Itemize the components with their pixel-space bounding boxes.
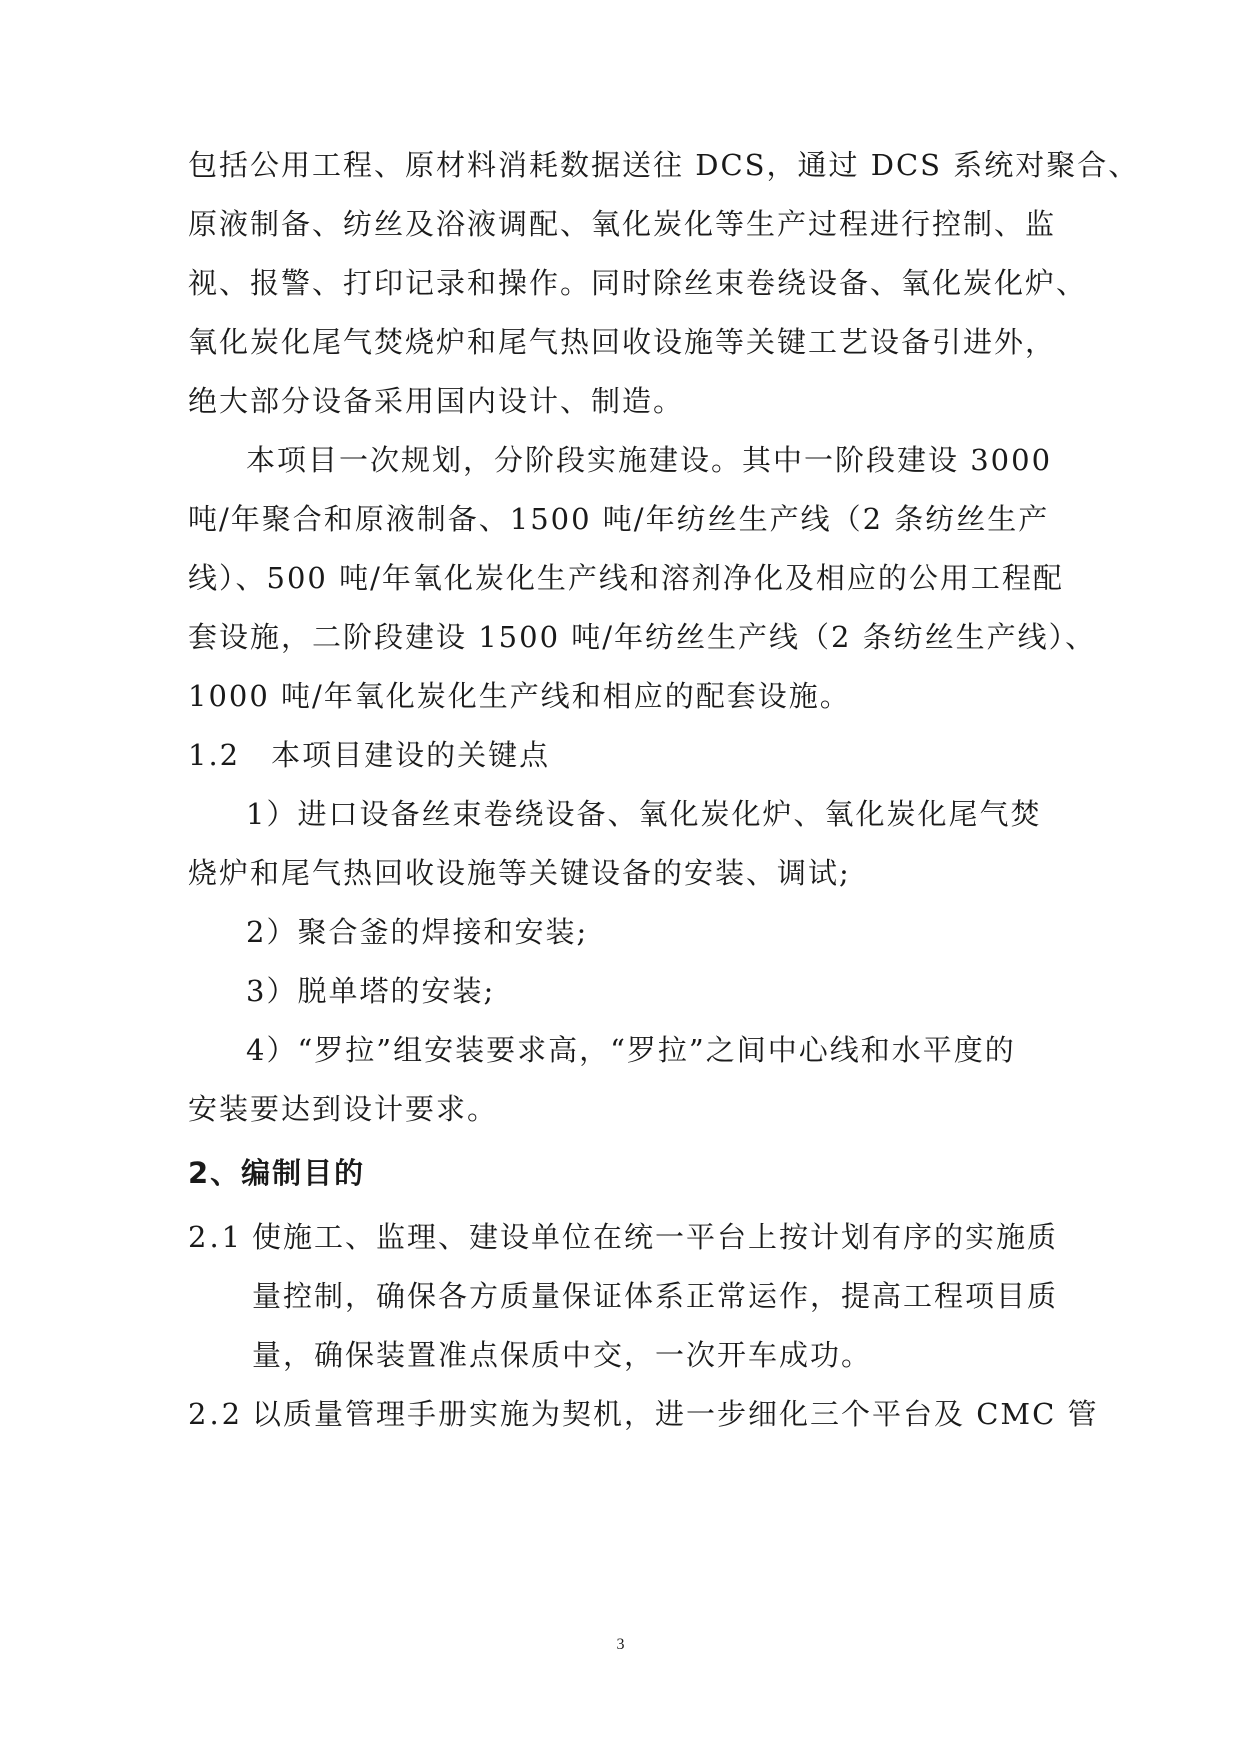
item-line: 以质量管理手册实施为契机，进一步细化三个平台及 CMC 管 (252, 1397, 1099, 1431)
key-point-line: 2）聚合釜的焊接和安装; (246, 915, 589, 949)
paragraph-line: 包括公用工程、原材料消耗数据送往 DCS，通过 DCS 系统对聚合、 (188, 148, 1140, 182)
paragraph-line: 1000 吨/年氧化炭化生产线和相应的配套设施。 (188, 679, 851, 713)
paragraph-line: 本项目一次规划，分阶段实施建设。其中一阶段建设 3000 (246, 443, 1053, 477)
item-number: 2.1 (188, 1220, 244, 1254)
item-line: 量控制，确保各方质量保证体系正常运作，提高工程项目质 (252, 1279, 1059, 1313)
key-point-line: 烧炉和尾气热回收设施等关键设备的安装、调试; (188, 856, 851, 890)
item-line: 使施工、监理、建设单位在统一平台上按计划有序的实施质 (252, 1220, 1059, 1254)
item-number: 2.2 (188, 1397, 244, 1431)
paragraph-line: 视、报警、打印记录和操作。同时除丝束卷绕设备、氧化炭化炉、 (188, 266, 1088, 300)
section-heading-2: 2、编制目的 (188, 1156, 366, 1190)
key-point-line: 3）脱单塔的安装; (246, 974, 496, 1008)
paragraph-line: 线）、500 吨/年氧化炭化生产线和溶剂净化及相应的公用工程配 (188, 561, 1064, 595)
paragraph-line: 氧化炭化尾气焚烧炉和尾气热回收设施等关键工艺设备引进外， (188, 325, 1057, 359)
paragraph-line: 绝大部分设备采用国内设计、制造。 (188, 384, 685, 418)
key-point-line: 安装要达到设计要求。 (188, 1092, 499, 1126)
paragraph-line: 套设施，二阶段建设 1500 吨/年纺丝生产线（2 条纺丝生产线）、 (188, 620, 1097, 654)
paragraph-line: 吨/年聚合和原液制备、1500 吨/年纺丝生产线（2 条纺丝生产 (188, 502, 1050, 536)
key-point-line: 4）“罗拉”组安装要求高，“罗拉”之间中心线和水平度的 (246, 1033, 1016, 1067)
key-point-line: 1）进口设备丝束卷绕设备、氧化炭化炉、氧化炭化尾气焚 (246, 797, 1042, 831)
section-heading-1-2: 1.2 本项目建设的关键点 (188, 738, 551, 772)
page-number: 3 (616, 1636, 625, 1653)
paragraph-line: 原液制备、纺丝及浴液调配、氧化炭化等生产过程进行控制、监 (188, 207, 1057, 241)
item-line: 量，确保装置准点保质中交，一次开车成功。 (252, 1338, 873, 1372)
